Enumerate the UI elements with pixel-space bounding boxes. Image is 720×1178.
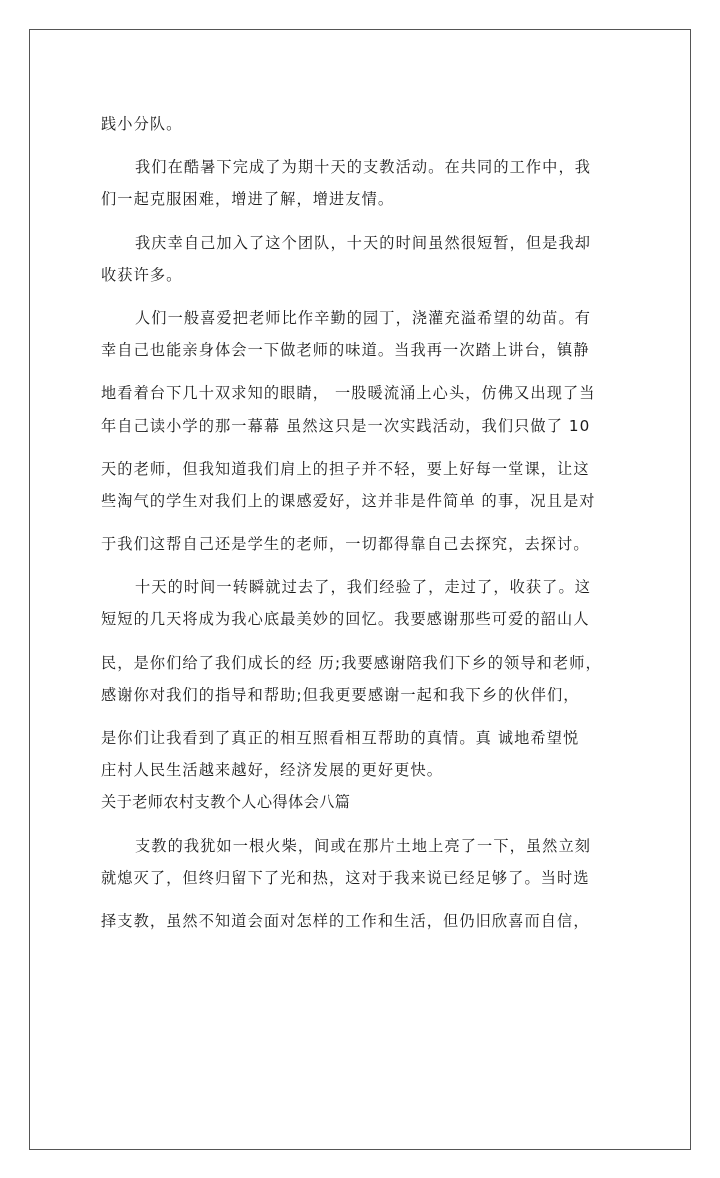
text-line: 我庆幸自己加入了这个团队，十天的时间虽然很短暂，但是我却 bbox=[135, 233, 592, 252]
text-line: 于我们这帮自己还是学生的老师，一切都得靠自己去探究，去探讨。 bbox=[101, 535, 590, 554]
text-line: 幸自己也能亲身体会一下做老师的味道。当我再一次踏上讲台，镇静 bbox=[101, 341, 590, 360]
text-line: 庄村人民生活越来越好，经济发展的更好更快。 bbox=[101, 761, 444, 780]
text-line: 就熄灭了，但终归留下了光和热，这对于我来说已经足够了。当时选 bbox=[101, 868, 590, 887]
text-line: 感谢你对我们的指导和帮助;但我更要感谢一起和我下乡的伙伴们， bbox=[101, 685, 580, 704]
text-line: 收获许多。 bbox=[101, 265, 183, 284]
text-line: 民，是你们给了我们成长的经 历;我要感谢陪我们下乡的领导和老师， bbox=[101, 653, 602, 672]
document-body bbox=[101, 108, 621, 937]
text-line: 支教的我犹如一根火柴，间或在那片土地上亮了一下，虽然立刻 bbox=[135, 836, 592, 855]
text-line: 些淘气的学生对我们上的课感爱好，这并非是件简单 的事，况且是对 bbox=[101, 491, 596, 510]
text-line: 人们一般喜爱把老师比作辛勤的园丁，浇灌充溢希望的幼苗。有 bbox=[135, 308, 592, 327]
text-line: 择支教，虽然不知道会面对怎样的工作和生活，但仍旧欣喜而自信， bbox=[101, 911, 590, 930]
text-line: 年自己读小学的那一幕幕 虽然这只是一次实践活动，我们只做了 10 bbox=[101, 416, 591, 435]
text-line: 们一起克服困难，增进了解，增进友情。 bbox=[101, 190, 395, 209]
text-line: 地看着台下几十双求知的眼睛， 一股暖流涌上心头，仿佛又出现了当 bbox=[101, 384, 596, 403]
text-line: 是你们让我看到了真正的相互照看相互帮助的真情。真 诚地希望悦 bbox=[101, 729, 580, 747]
text-line: 短短的几天将成为我心底最美妙的回忆。我要感谢那些可爱的韶山人 bbox=[101, 610, 590, 629]
text-line: 天的老师，但我知道我们肩上的担子并不轻，要上好每一堂课，让这 bbox=[101, 459, 590, 478]
text-line: 十天的时间一转瞬就过去了，我们经验了，走过了，收获了。这 bbox=[135, 578, 592, 597]
text-line: 践小分队。 bbox=[101, 115, 183, 133]
text-line: 我们在酷暑下完成了为期十天的支教活动。在共同的工作中，我 bbox=[135, 158, 592, 177]
section-heading: 关于老师农村支教个人心得体会八篇 bbox=[101, 793, 351, 812]
